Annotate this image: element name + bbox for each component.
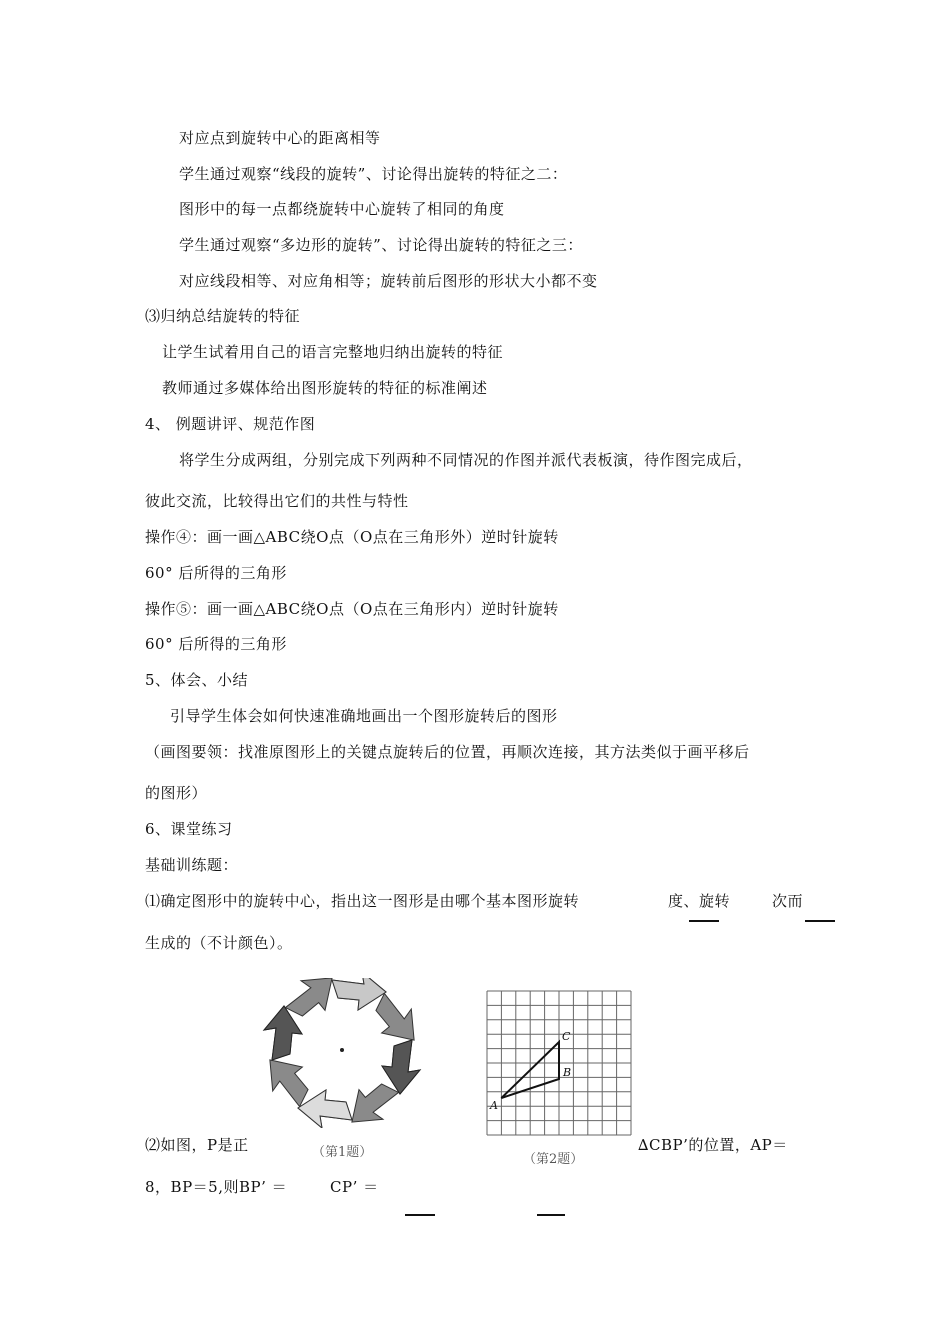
- text-line: 学生通过观察“线段的旋转”、讨论得出旋转的特征之二：: [179, 165, 568, 183]
- text-line: （画图要领：找准原图形上的关键点旋转后的位置，再顺次连接，其方法类似于画平移后: [145, 743, 750, 761]
- text-line: CP’ ＝: [330, 1178, 379, 1196]
- text-line: 4、 例题讲评、规范作图: [145, 415, 316, 433]
- text-line: 将学生分成两组，分别完成下列两种不同情况的作图并派代表板演，待作图完成后，: [179, 451, 753, 469]
- figure-2: [484, 988, 634, 1138]
- answer-blank: [537, 1214, 565, 1216]
- figure-2-caption: （第2题）: [523, 1152, 584, 1167]
- text-line: 教师通过多媒体给出图形旋转的特征的标准阐述: [162, 379, 488, 397]
- text-line: 5、体会、小结: [145, 671, 249, 689]
- text-line: 操作④：画一画△ABC绕O点（O点在三角形外）逆时针旋转: [145, 528, 559, 546]
- text-line: 对应线段相等、对应角相等；旋转前后图形的形状大小都不变: [179, 272, 598, 290]
- text-line: 彼此交流，比较得出它们的共性与特性: [145, 492, 409, 510]
- text-line: 60° 后所得的三角形: [145, 635, 287, 653]
- text-line: 6、课堂练习: [145, 820, 233, 838]
- text-line: 对应点到旋转中心的距离相等: [179, 129, 381, 147]
- text-line: 引导学生体会如何快速准确地画出一个图形旋转后的图形: [170, 707, 558, 725]
- text-line: 生成的（不计颜色）。: [145, 934, 293, 952]
- point-b-label: B: [563, 1066, 572, 1079]
- text-line: ∆CBP’的位置，AP＝: [638, 1136, 788, 1154]
- figure-1-caption: （第1题）: [312, 1145, 373, 1160]
- text-line: 学生通过观察“多边形的旋转”、讨论得出旋转的特征之三：: [179, 236, 583, 254]
- text-line: 次而: [772, 892, 804, 910]
- text-line: ⑴确定图形中的旋转中心，指出这一图形是由哪个基本图形旋转: [145, 892, 580, 910]
- point-c-label: C: [562, 1030, 571, 1043]
- text-line: 让学生试着用自己的语言完整地归纳出旋转的特征: [162, 343, 504, 361]
- point-a-label: A: [490, 1099, 498, 1112]
- answer-blank: [689, 920, 719, 922]
- text-line: 的图形）: [145, 784, 208, 802]
- text-line: ⑵如图，P是正: [145, 1136, 249, 1154]
- grid-triangle-figure: [484, 988, 634, 1138]
- text-line: 8，BP＝5,则BP’ ＝: [145, 1178, 288, 1196]
- text-line: 基础训练题：: [145, 856, 239, 874]
- answer-blank: [405, 1214, 435, 1216]
- answer-blank: [805, 920, 835, 922]
- text-line: 度、旋转: [668, 892, 731, 910]
- text-line: 60° 后所得的三角形: [145, 564, 287, 582]
- text-line: 操作⑤：画一画△ABC绕O点（O点在三角形内）逆时针旋转: [145, 600, 559, 618]
- rotation-ring-figure: [262, 978, 422, 1128]
- text-line: 图形中的每一点都绕旋转中心旋转了相同的角度: [179, 200, 505, 218]
- figure-1: [262, 978, 422, 1128]
- text-line: ⑶归纳总结旋转的特征: [145, 307, 301, 325]
